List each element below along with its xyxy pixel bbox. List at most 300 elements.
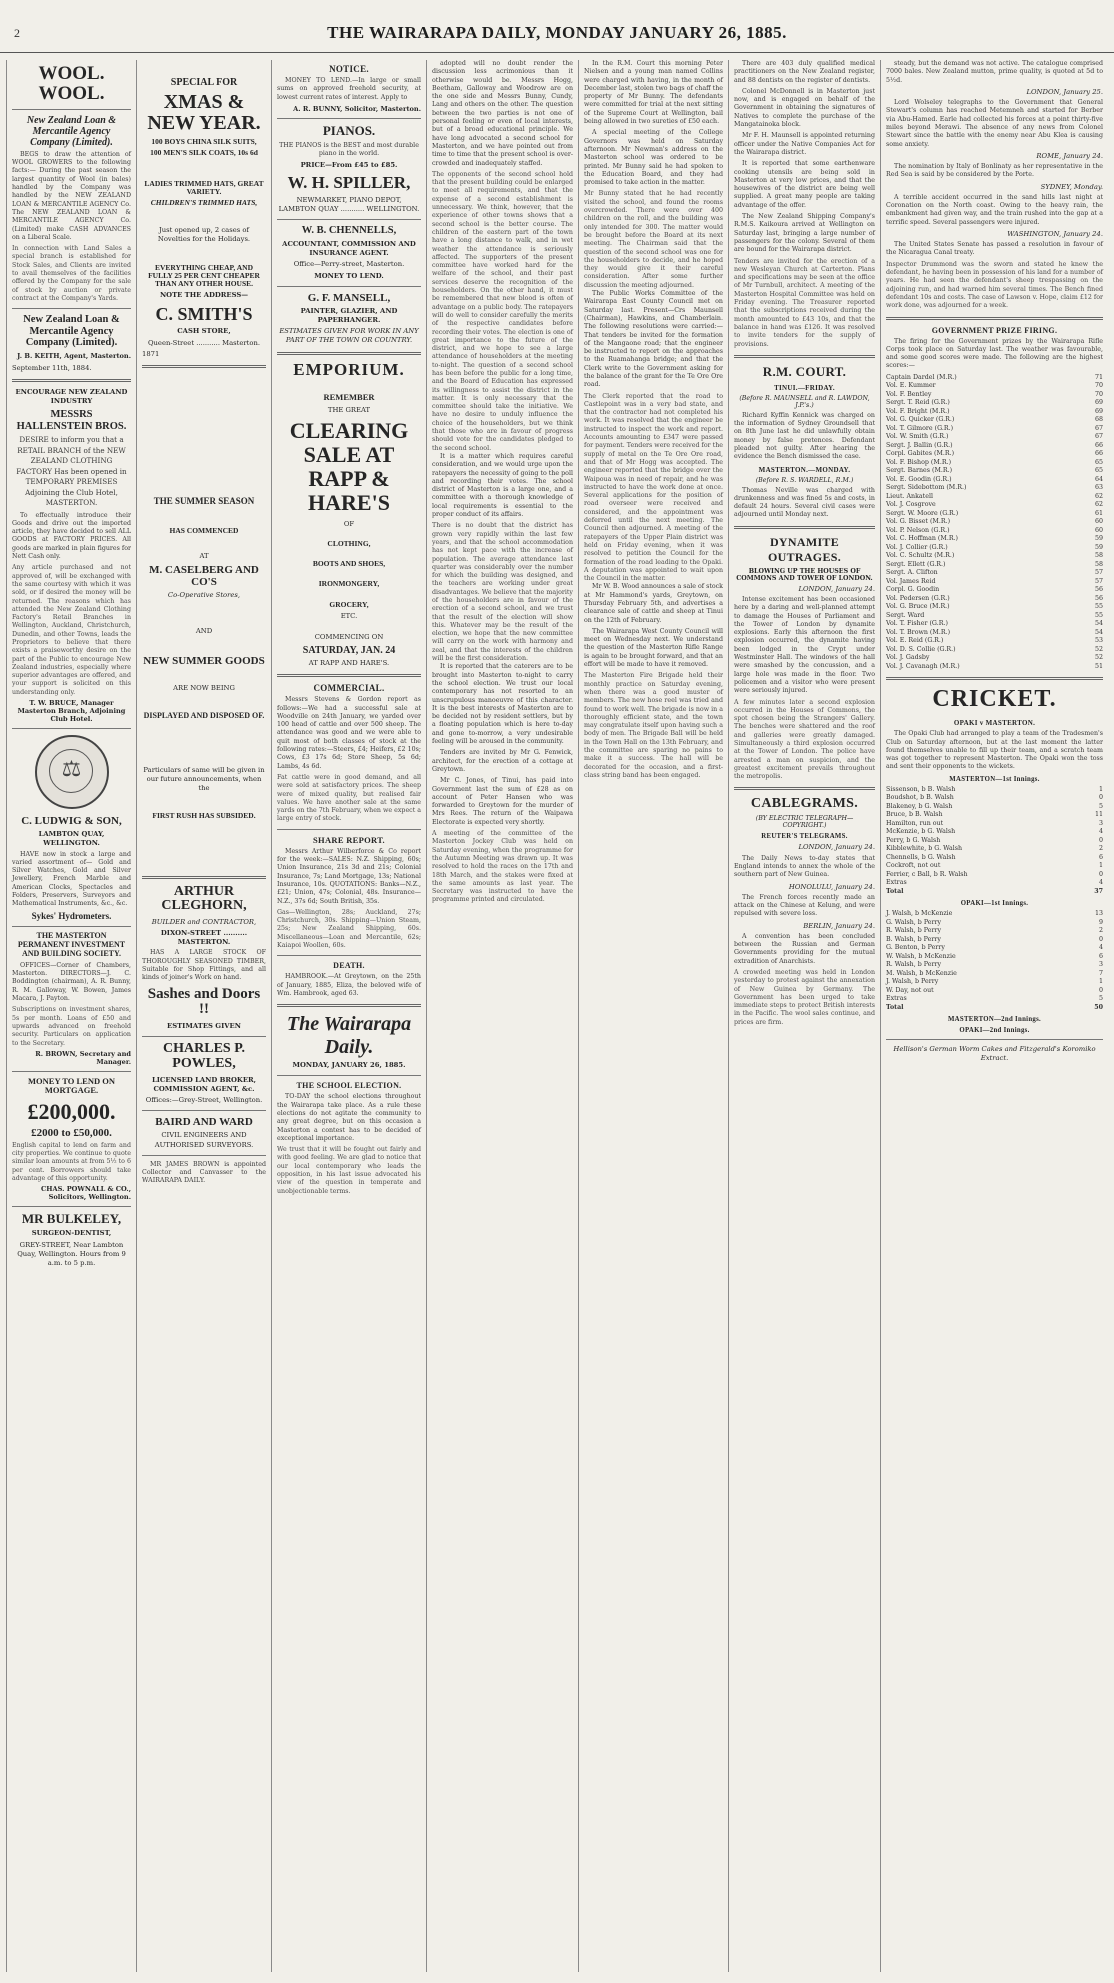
prize-score-row-score: 67 [1094, 424, 1103, 432]
school-election-filler: We trust that it will be fought out fairly and with good feeling. We are glad to notice that our local contemporary who leads the opposition, in his last issue advocated his view of the question in temperate and unobjectionable terms. [277, 1146, 421, 1195]
prize-score-row-name: Vol. D. S. Collie (G.R.) [886, 645, 956, 653]
masterton-batsman-row-score: 0 [1098, 870, 1103, 878]
etc: ETC. [340, 611, 358, 620]
prize-score-row [886, 544, 1103, 553]
col7-body-d: A terrible accident occurred in the sand hills last night at Coronation on the North coast. Owing to the heavy rain, the embankment had given way, and the train rushed into the gap at a terrific speed. Several passengers were injured. [886, 193, 1103, 226]
opaki-batsman-row-score: 1 [1098, 978, 1103, 986]
col7-body-c: The nomination by Italy of Bonlinaty as her representative in the Red Sea is said by be considered by the Porte. [886, 163, 1103, 179]
masterton-batsman-row [886, 854, 1103, 863]
spiller-heading: W. H. SPILLER, [287, 173, 411, 193]
prize-score-row [886, 603, 1103, 612]
share-report-heading: SHARE REPORT. [313, 834, 385, 845]
cleghorn-estimates: ESTIMATES GIVEN [167, 1022, 241, 1031]
masterton-2nd-heading: MASTERTON—2nd Innings. [947, 1016, 1042, 1024]
prize-score-row-name: Captain Dardel (M.R.) [886, 373, 957, 381]
prize-score-row [886, 382, 1103, 391]
masterton-innings-heading: MASTERTON—1st Innings. [949, 775, 1040, 783]
prize-score-row-name: Sergt. T. Reid (G.R.) [886, 399, 950, 407]
prize-score-row-score: 56 [1094, 594, 1103, 602]
prize-score-row-score: 57 [1094, 577, 1103, 585]
dynamite-heading: DYNAMITE OUTRAGES. [767, 534, 842, 564]
powles-title: LICENSED LAND BROKER, COMMISSION AGENT, &c. [151, 1075, 257, 1093]
editorial-date: MONDAY, JANUARY 26, 1885. [292, 1061, 406, 1070]
opaki-batsman-row [886, 978, 1103, 987]
prize-score-row-score: 69 [1094, 399, 1103, 407]
smith-heading: C. SMITH'S [155, 303, 253, 324]
prize-score-row-score: 63 [1094, 484, 1103, 492]
prize-score-row-name: Sergt. Barnes (M.R.) [886, 467, 953, 475]
prize-score-row-name: Vol. E. Kummer [886, 382, 936, 390]
opaki-batsman-row [886, 919, 1103, 928]
col6-body-b: Colonel McDonnell is in Masterton just now, and is engaged on behalf of the Government in obtaining the signatures of Natives to complete the purchase of the Mangatainoka block. [734, 87, 875, 129]
opaki-innings-heading: OPAKI—1st Innings. [960, 900, 1029, 908]
summer-season: THE SUMMER SEASON [153, 495, 255, 506]
prize-score-row-score: 71 [1094, 373, 1103, 381]
ladies-hats: LADIES TRIMMED HATS, GREAT VARIETY. [144, 178, 264, 196]
prize-score-row-score: 70 [1094, 390, 1103, 398]
opaki-2nd-heading: OPAKI—2nd Innings. [959, 1027, 1030, 1035]
opaki-batsman-row-name: R. Walsh, b Perry [886, 927, 942, 935]
opaki-batsman-row [886, 936, 1103, 945]
bunny-signature: A. R. BUNNY, Solicitor, Masterton. [293, 104, 421, 113]
prize-score-row-score: 55 [1094, 611, 1103, 619]
prize-score-row-name: Vol. T. Brown (M.R.) [886, 628, 951, 636]
col5-body-e: The Wairarapa West County Council will meet on Wednesday next. We understand the question of the Masterton Rifle Range is again to be brought forward, and that an effort will be made to have it removed. [584, 627, 723, 669]
masterton-batsman-row-score: 6 [1098, 853, 1103, 861]
prize-firing-body: The firing for the Government prizes by the Wairarapa Rifle Corps took place on Saturday last. The weather was favourable, and some good scores were made. The following are the highest scores:— [886, 337, 1103, 370]
prize-score-row-score: 54 [1094, 620, 1103, 628]
prize-score-row [886, 391, 1103, 400]
clothing: CLOTHING, [327, 538, 371, 548]
prize-score-row-name: Vol. G. Bruce (M.R.) [886, 603, 950, 611]
and-word: AND [195, 626, 213, 635]
cleghorn-title: BUILDER and CONTRACTOR, [151, 917, 257, 926]
opaki-batsman-row-score: 2 [1098, 927, 1103, 935]
masterton-batsman-row-name: Kibblewhite, b G. Walsh [886, 845, 963, 853]
opaki-batsman-row-score: 0 [1098, 935, 1103, 943]
masterton-batsman-row-name: Bruce, b B. Walsh [886, 811, 943, 819]
prize-scores-table [886, 374, 1103, 672]
note-address: NOTE THE ADDRESS— [159, 291, 249, 300]
prize-score-row-name: Vol. F. Bright (M.R.) [886, 407, 950, 415]
new-summer-goods: NEW SUMMER GOODS [143, 654, 265, 667]
prize-score-row [886, 484, 1103, 493]
powles-heading: CHARLES P. POWLES, [163, 1041, 245, 1072]
prize-score-row [886, 493, 1103, 502]
prize-score-row [886, 629, 1103, 638]
smith-street: Queen-Street ........... Masterton. [147, 338, 261, 347]
cable-1-body: The Daily News to-day states that England intends to annex the whole of the southern part of New Guinea. [734, 854, 875, 879]
prize-score-row-name: Vol. J. Cosgrove [886, 501, 936, 509]
col7-dateline-3: SYDNEY, Monday. [1040, 182, 1103, 191]
page-number: 2 [14, 26, 20, 40]
school-election-body: TO-DAY the school elections throughout the Wairarapa take place. As a rule these elections do not agitate the community to any great degree, but on this occasion a Masterton a contest has to be decided of exceptional importance. [277, 1093, 421, 1142]
emporium-heading: EMPORIUM. [293, 359, 405, 379]
court-body-a: Richard Kyffin Kennick was charged on the information of Sydney Groundsell that on 8th June last he did unlawfully obtain money by false pretences. Defendant pleaded not guilty. After hearing the evidence the Bench dismissed the case. [734, 411, 875, 461]
prize-score-row-score: 52 [1094, 645, 1103, 653]
masterton-batsman-row-score: 5 [1098, 802, 1103, 810]
prize-score-row-name: Sergt. A. Clifton [886, 569, 938, 577]
bulkeley-title: SURGEON-DENTIST, [31, 1229, 112, 1238]
masterton-batsman-row-name: Ferrier, c Ball, b R. Walsh [886, 870, 968, 878]
column-5 [578, 60, 728, 1972]
prize-score-row [886, 501, 1103, 510]
opaki-batsman-row-score: 6 [1098, 952, 1103, 960]
masterton-total: 37 [1094, 887, 1103, 895]
displayed-disposed: DISPLAYED AND DISPOSED OF. [143, 711, 265, 721]
prize-score-row-name: Vol. J. Cavanagh (M.R.) [886, 662, 960, 670]
spiller-title: NEWMARKET, PIANO DEPOT, LAMBTON QUAY ........... WELLINGTON. [278, 196, 420, 214]
at-rapp: AT RAPP AND HARE'S. [308, 659, 390, 668]
ironmongery: IRONMONGERY, [318, 579, 380, 589]
prize-score-row-score: 56 [1094, 586, 1103, 594]
nz-loan-title-2: New Zealand Loan & Mercantile Agency Company (Limited). [23, 314, 120, 349]
prize-score-row [886, 399, 1103, 408]
prize-score-row [886, 433, 1103, 442]
masterton-batsman-row [886, 786, 1103, 795]
commencing-on: COMMENCING ON [314, 632, 384, 641]
commercial-filler: Fat cattle were in good demand, and all were sold at satisfactory prices. The sheep were of mixed quality, but realised fair values. We have another sale at the same yards on the 7th February, when we expect a large entry of stock. [277, 773, 421, 823]
dynamite-dateline: LONDON, January 24. [798, 584, 875, 593]
cable-3-body: A convention has been concluded between the Russian and German Governments providing for the mutual extradition of Anarchists. [734, 932, 875, 965]
prize-score-row-score: 66 [1094, 450, 1103, 458]
cleghorn-heading: ARTHUR CLEGHORN, [161, 883, 247, 914]
masterton-batsman-row-name: Perry, b G. Walsh [886, 836, 941, 844]
masterton-batsman-row-score: 0 [1098, 836, 1103, 844]
masterton-batsman-row-name: Extras [886, 879, 907, 887]
masterton-batsman-row-name: Blakeney, b G. Walsh [886, 802, 953, 810]
clearing-sale: CLEARING SALE AT RAPP & HARE'S [289, 417, 409, 516]
ludwig-address: LAMBTON QUAY, WELLINGTON. [38, 830, 105, 848]
prize-score-row-name: Vol. C. Schultz (M.R.) [886, 552, 955, 560]
column-1 [6, 60, 136, 1972]
prize-score-row-name: Lieut. Ankatell [886, 492, 933, 500]
share-report-filler: Gas—Wellington, 28s; Auckland, 27s; Christchurch, 30s. Shipping—Union Steam, 25s; New Zealand Shipping, 60s. Miscellaneous—Loan and Mercantile, 62s; Kaiapoi Woollen, 60s. [277, 908, 421, 950]
prize-score-row [886, 510, 1103, 519]
hallenstein-more: To effectually introduce their Goods and drive out the imported article, they have decided to sell ALL GOODS at FACTORY PRICES. All goods are marked in plain figures for Nett Cash only. [12, 511, 132, 561]
cable-2-dateline: HONOLULU, January 24. [788, 882, 875, 891]
saturday-date: SATURDAY, JAN. 24 [302, 645, 396, 657]
masterton-batsman-row [886, 811, 1103, 820]
nz-loan-date: September 11th, 1884. [12, 363, 92, 372]
masterton-monday: MASTERTON.—MONDAY. [758, 465, 851, 474]
baird-heading: BAIRD AND WARD [155, 1116, 253, 1129]
column-4 [426, 60, 578, 1972]
masterton-batsman-row [886, 837, 1103, 846]
opaki-batsman-row [886, 995, 1103, 1004]
bulkeley-heading: MR BULKELEY, [21, 1211, 122, 1227]
opaki-batsman-row-score: 13 [1094, 910, 1103, 918]
col7-dateline-4: WASHINGTON, January 24. [1007, 229, 1103, 238]
prize-score-row [886, 620, 1103, 629]
hallenstein-intro: ENCOURAGE NEW ZEALAND INDUSTRY [15, 388, 128, 406]
col6-body-a: There are 403 duly qualified medical practitioners on the New Zealand register, and 88 dentists on the register of dentists. [734, 60, 875, 84]
prize-score-row-name: Sergt. W. Moore (G.R.) [886, 509, 959, 517]
prize-score-row-score: 59 [1094, 535, 1103, 543]
prize-score-row [886, 450, 1103, 459]
smith-year: 1871 [142, 349, 160, 358]
opaki-batsman-row-name: W. Walsh, b McKenzie [886, 952, 956, 960]
boots-shoes: BOOTS AND SHOES, [312, 559, 386, 569]
prize-score-row [886, 467, 1103, 476]
cooperative-stores: Co-Operative Stores, [167, 591, 241, 600]
col6-filler-1: Tenders are invited for the erection of a new Wesleyan Church at Carterton. Plans and specifications may be seen at the office of Mr Turnbull, architect. A meeting of the Masterton Hospital Committee was held on Friday evening. The Treasurer reported that the subscriptions received during the month amounted to £43 10s, and that the balance in hand was £126. It was resolved to invite tenders for the supply of provisions. [734, 257, 875, 348]
court-body-b: Thomas Neville was charged with drunkenness and was fined 5s and costs, in default 24 hours. Several civil cases were adjourned until Monday next. [734, 486, 875, 519]
col4-body-a: adopted will no doubt render the discussion less acrimonious than it otherwise would be. Messrs Hogg, Beetham, Galloway and Woodrow are on the one side and Messrs Bunny, Cundy, Lang and others on the other. The question between the two parties is not one of personal feeling or even of local interests, but of a broad educational principle. We have long advocated a second school for Masterton, and we have pointed out from time to time that the present school is over-crowded and inadequately staffed. [432, 60, 573, 167]
notice-heading: NOTICE. [329, 64, 369, 74]
masterton-batsman-row-name: McKenzie, b G. Walsh [886, 828, 956, 836]
masterton-batsman-row-score: 1 [1098, 862, 1103, 870]
permanent-society-heading: THE MASTERTON PERMANENT INVESTMENT AND BUILDING SOCIETY. [17, 931, 126, 959]
money-amount-range: £2000 to £50,000. [31, 1126, 112, 1139]
prize-score-row-name: Sergt. J. Ballin (G.R.) [886, 441, 953, 449]
hallenstein-heading: MESSRS HALLENSTEIN BROS. [16, 409, 127, 432]
editorial-masthead: The Wairarapa Daily. [286, 1013, 412, 1059]
money-amount: £200,000. [27, 1098, 116, 1124]
opaki-batsman-row-name: J. Walsh, b McKenzie [886, 910, 953, 918]
prize-score-row [886, 561, 1103, 570]
chennells-office: Office—Perry-street, Masterton. [293, 260, 405, 269]
sykes-hydrometers: Sykes' Hydrometers. [31, 910, 112, 921]
china-silk-suits: 100 BOYS CHINA SILK SUITS, [151, 137, 257, 146]
dynamite-body: Intense excitement has been occasioned here by a daring and well-planned attempt to damage the Houses of Parliament and the Tower of London by dynamite explosions. Early this afternoon the first explosion occurred, the dynamite having been lodged in the Crypt under Westminster Hall. The windows of the hall were smashed by the concussion, and a large hole was made in the floor. Two policemen and a visitor who were present were seriously injured. [734, 595, 875, 695]
masterton-batsman-row-score: 4 [1098, 879, 1103, 887]
prize-score-row-score: 64 [1094, 475, 1103, 483]
opaki-batsman-row-score: 4 [1098, 944, 1103, 952]
masterton-batsman-row-score: 3 [1098, 819, 1103, 827]
col4-filler-1: The opponents of the second school hold that the present building could be enlarged to meet all requirements, and that the expense of a second establishment is unnecessary. We think, however, that the experience of other towns shows that a second school is the better course. The children of the eastern part of the town have a long distance to walk, and in wet weather the attendance is seriously affected. The supporters of the present committee have worked hard for the welfare of the school, and their past services deserve the recognition of the householders. On the other hand, it must be remembered that new blood is often of advantage on a public body. The ratepayers will do well to consider carefully the merits of the respective candidates before recording their votes. The election is one of great importance to the future of the district, and we hope to see a large attendance of householders at the meeting to-night. The question of a second school has been before the public for a long time, and the Board of Education has expressed its willingness to assist the district in the matter. It is only necessary that the committee should take the initiative. We have no desire to unduly influence the choice of the householders, but we think that those who are in favour of progress should vote for the candidates pledged to the second school. [432, 170, 573, 452]
prize-score-row-score: 70 [1094, 382, 1103, 390]
masterton-batsman-row-score: 11 [1094, 811, 1103, 819]
prize-score-row-name: Vol. Pedersen (G.R.) [886, 594, 950, 602]
prize-score-row-score: 52 [1094, 654, 1103, 662]
col6-body-d: It is reported that some earthenware cooking utensils are being sold in Masterton at very low prices, and that the housewives of the district are being well supplied. A great many people are taking advantage of the offer. [734, 160, 875, 209]
prize-score-row-score: 53 [1094, 637, 1103, 645]
permanent-society-signature: R. BROWN, Secretary and Manager. [35, 1049, 131, 1066]
opaki-batsman-row [886, 970, 1103, 979]
col5-filler-2: The Clerk reported that the road to Castlepoint was in a very bad state, and that the contractor had not completed his work. It was resolved that the engineer be instructed to inspect the work and report. Accounts amounting to £347 were passed for payment. Tenders were received for the supply of metal on the Te Ore Ore road, and that of Mr Hogg was accepted. The engineer reported that the bridge over the Waipoua was in need of repair, and he was instructed to have the work done at once. Several applications for the position of road overseer were received and considered, and the appointment was deferred until the next meeting. The Council then adjourned. A meeting of the ratepayers of the Upper Plain district was held on Friday evening, when it was resolved to petition the Council for the formation of the road leading to the Opaki. A deputation was appointed to wait upon the Council in the matter. [584, 392, 723, 583]
masterton-batsman-row [886, 862, 1103, 871]
cable-3-dateline: BERLIN, January 24. [803, 921, 875, 930]
prize-score-row-score: 58 [1094, 560, 1103, 568]
prize-score-row-name: Vol. P. Nelson (G.R.) [886, 526, 950, 534]
the-great: THE GREAT [327, 405, 371, 414]
column-7 [880, 60, 1108, 1972]
of-word: OF [343, 519, 355, 528]
nz-loan-filler: In connection with Land Sales a special branch is established for Stock Sales, and Clients are invited to avail themselves of the facilities offered by the Company for the sale of stock by auction or private contract at the Company's Yards. [12, 245, 131, 302]
prize-score-row [886, 569, 1103, 578]
masterton-batsman-row-name: Boudshot, b B. Walsh [886, 794, 954, 802]
prize-score-row-name: Vol. T. Fisher (G.R.) [886, 620, 948, 628]
col5-filler-3: The Masterton Fire Brigade held their monthly practice on Saturday evening, when there was a good muster of members. The new hose reel was tried and found to work well. The brigade is now in a thoroughly efficient state, and the town may congratulate itself upon having such a body of men. The Brigade Ball will be held in the Town Hall on the 13th February, and the committee are sparing no pains to make it a success. The hall will be decorated for the occasion, and a first-class string band has been engaged. [584, 672, 723, 779]
now-being: ARE NOW BEING [173, 683, 235, 692]
particulars: Particulars of same will be given in our future announcements, when the [143, 765, 265, 793]
chennells-heading: W. B. CHENNELLS, [301, 225, 397, 237]
opaki-total-label: Total [886, 1003, 904, 1011]
prize-score-row-name: Vol. James Reid [886, 577, 936, 585]
cable-filler: A crowded meeting was held in London yesterday to protest against the annexation of New Guinea by Germany. The Government has been urged to take immediate steps to protect British interests in the Pacific. The wool sales continue, and prices are firm. [734, 968, 875, 1026]
cleghorn-address: DIXON-STREET .......... MASTERTON. [160, 929, 248, 947]
novelties: Just opened up, 2 cases of Novelties for the Holidays. [157, 226, 251, 244]
prize-score-row-score: 62 [1094, 501, 1103, 509]
prize-score-row-name: Corpl. G. Goodin [886, 586, 940, 594]
col4-filler-2: There is no doubt that the district has grown very rapidly within the last few years, and that the school accommodation has not kept pace with the increase of population. The average attendance last quarter was considerably over the number for which the building was designed, and the teachers are working under great disadvantages. We believe that the majority of the householders are in favour of the erection of a second school, and we trust that the result of the election will show this. Whatever may be the result of the election, we hope that the new committee will carry on the work with harmony and zeal, and that the interests of the children will be the first consideration. [432, 522, 573, 663]
ludwig-heading: C. LUDWIG & SON, [21, 815, 122, 828]
mansell-title: PAINTER, GLAZIER, AND PAPERHANGER. [300, 306, 398, 324]
nz-loan-title: New Zealand Loan & Mercantile Agency Company (Limited). [26, 114, 117, 148]
prize-score-row-score: 65 [1094, 467, 1103, 475]
cleghorn-body: HAS A LARGE STOCK OF THOROUGHLY SEASONED TIMBER, Suitable for Shop Fittings, and all kinds of joiner's Work on hand. [142, 949, 266, 982]
school-election-heading: THE SCHOOL ELECTION. [296, 1081, 402, 1091]
prize-score-row-name: Vol. E. Goodin (G.R.) [886, 475, 952, 483]
masterton-batsman-row [886, 794, 1103, 803]
mansell-estimates: ESTIMATES GIVEN FOR WORK IN ANY PART OF THE TOWN OR COUNTRY. [279, 327, 419, 345]
cable-2-body: The French forces recently made an attack on the Chinese at Kelung, and were repulsed with severe loss. [734, 893, 875, 918]
masterton-batsman-row-name: Chennells, b G. Walsh [886, 853, 956, 861]
opaki-batsman-row-name: R. Walsh, b Perry [886, 961, 942, 969]
col4-body-c: It is reported that the caterers are to be brought into Masterton to-night to carry the school election. We trust our local contemporary has not resorted to an unscrupulous manoeuvre of this character. It is the best interests of Masterton are to be decided not by resident settlers, but by a floating population which is here to-day and gone to-morrow, a very undesirable feeling will be aroused in the community. [432, 663, 573, 746]
prize-firing-heading: GOVERNMENT PRIZE FIRING. [931, 325, 1058, 335]
death-body: HAMBROOK.—At Greytown, on the 25th of January, 1885, Eliza, the beloved wife of Wm. Hambrook, aged 63. [277, 973, 421, 997]
opaki-batsman-row-name: G. Walsh, b Perry [886, 918, 942, 926]
prize-score-row-name: Sergt. Ellett (G.R.) [886, 560, 946, 568]
pianos-heading: PIANOS. [322, 122, 376, 138]
opaki-batsman-row [886, 910, 1103, 919]
permanent-society-filler: Subscriptions on investment shares, 5s per month. Loans of £50 and upwards advanced on freehold security. Particulars on application to the Secretary. [12, 1006, 131, 1047]
prize-score-row [886, 476, 1103, 485]
nz-loan-body: BEGS to draw the attention of WOOL GROWERS to the following facts:— During the past season the largest quantity of Wool (in bales) handled by the Company was handled by the NEW ZEALAND LOAN & MERCANTILE AGENCY Co. The NEW ZEALAND LOAN & MERCANTILE AGENCY Co. (Limited) make CASH ADVANCES on a Liberal Scale. [12, 150, 131, 241]
masterton-batsman-row-name: Sissenson, b B. Walsh [886, 785, 956, 793]
col4-body-b: It is a matter which requires careful consideration, and we would urge upon the ratepayers the necessity of going to the poll and recording their votes. The school district of Masterton is a large one, and a committee with a thorough knowledge of local requirements is essential to the proper conduct of its affairs. [432, 452, 573, 519]
opaki-total-row [886, 1004, 1103, 1013]
prize-score-row-name: Sergt. Ward [886, 611, 925, 619]
opaki-batsman-row [886, 987, 1103, 996]
prize-score-row [886, 654, 1103, 663]
col7-dateline-2: ROME, January 24. [1036, 151, 1103, 160]
cricket-body: The Opaki Club had arranged to play a team of the Tradesmen's Club on Saturday afternoon, but at the last moment the latter found themselves unable to fill up their team, and a scratch team was got together to represent Masterton. The Opaki won the toss and sent their opponents to the wickets. [886, 730, 1103, 771]
prize-score-row [886, 595, 1103, 604]
col7-dateline-1: LONDON, January 25. [1026, 87, 1103, 96]
prize-score-row-score: 65 [1094, 458, 1103, 466]
prize-score-row-score: 55 [1094, 603, 1103, 611]
prize-score-row-name: Sergt. Sidebottom (M.R.) [886, 484, 967, 492]
masterton-total-row [886, 888, 1103, 897]
james-brown-notice: MR JAMES BROWN is appointed Collector and Canvasser to the WAIRARAPA DAILY. [142, 1160, 266, 1185]
prize-score-row-name: Vol. G. Bisset (M.R.) [886, 518, 951, 526]
newspaper-title: THE WAIRARAPA DAILY, MONDAY JANUARY 26, 1885. [327, 23, 787, 42]
cablegrams-heading: CABLEGRAMS. [750, 796, 859, 812]
commercial-body: Messrs Stevens & Gordon report as follows:—We had a successful sale at Woodville on 24th January, we yarded over 100 head of cattle and over 500 sheep. The attendance was good and we were able to quit most of both classes of stock at the following rates:—Steers, £4; Heifers, £2 10s; Cows, £3 17s 6d; Store Sheep, 5s 6d; Lambs, 4s 6d. [277, 696, 421, 770]
caselberg-heading: M. CASELBERG AND CO'S [149, 564, 259, 589]
mens-silk-coats: 100 MEN'S SILK COATS, 10s 6d [150, 148, 258, 158]
opaki-batsman-row-score: 9 [1098, 918, 1103, 926]
prize-score-row [886, 518, 1103, 527]
masterton-innings-table [886, 786, 1103, 888]
masterton-batsman-row [886, 828, 1103, 837]
masterton-batsman-row [886, 820, 1103, 829]
prize-score-row-name: Vol. J. Gadsby [886, 654, 930, 662]
prize-score-row [886, 612, 1103, 621]
masterton-batsman-row-name: Hamilton, run out [886, 819, 944, 827]
masthead [0, 18, 1114, 53]
notice-body: MONEY TO LEND.—In large or small sums on approved freehold security, at lowest current rates of interest. Apply to [277, 77, 421, 101]
chennells-money: MONEY TO LEND. [314, 271, 384, 280]
prize-score-row-name: Vol. W. Smith (G.R.) [886, 433, 949, 441]
baird-title: CIVIL ENGINEERS AND AUTHORISED SURVEYORS. [154, 1131, 254, 1149]
masterton-batsman-row [886, 845, 1103, 854]
masterton-total-label: Total [886, 887, 904, 895]
masterton-batsman-row-score: 1 [1098, 785, 1103, 793]
ludwig-crest-icon [35, 735, 109, 809]
column-2 [136, 60, 271, 1972]
column-3 [271, 60, 426, 1972]
prize-score-row-score: 66 [1094, 441, 1103, 449]
nz-loan-agent: J. B. KEITH, Agent, Masterton. [17, 351, 131, 360]
reuters: REUTER'S TELEGRAMS. [761, 833, 848, 841]
childrens-hats: CHILDREN'S TRIMMED HATS, [150, 198, 258, 207]
opaki-batsman-row-name: Extras [886, 995, 907, 1003]
col4-body-d: Tenders are invited by Mr G. Fenwick, architect, for the erection of a cottage at Greytown. [432, 749, 573, 773]
prize-score-row [886, 535, 1103, 544]
first-rush: FIRST RUSH HAS SUBSIDED. [152, 811, 256, 821]
opaki-batsman-row-name: M. Walsh, b McKenzie [886, 969, 957, 977]
column-6 [728, 60, 880, 1972]
before-tinui: (Before R. MAUNSELL and R. LAWDON, J.P.'s.) [739, 394, 870, 409]
commercial-heading: COMMERCIAL. [313, 683, 385, 694]
cablegrams-sub: (BY ELECTRIC TELEGRAPH—COPYRIGHT.) [755, 815, 854, 830]
prize-score-row [886, 374, 1103, 383]
share-report-body: Messrs Arthur Wilberforce & Co report for the week:—SALES: N.Z. Shipping, 60s; Union Insurance, 21s 3d and 21s; Colonial Insurance, 7s; Land Mortgage, 13s; National Insurance, 10s. QUOTATIONS: Banks—N.Z., £21; Union, 47s; Colonial, 48s. Insurance—N.Z., 37s 6d; South British, 35s. [277, 847, 421, 905]
col5-filler-1: Mr Bunny stated that he had recently visited the school, and found the rooms overcrowded. There were over 400 children on the roll, and the building was only intended for 300. The matter would be brought before the Board at its next meeting. The Chairman said that the question of the second school was one for the householders to decide, and he hoped they would give it their careful consideration. After some further discussion the meeting adjourned. [584, 190, 723, 289]
opaki-batsman-row [886, 944, 1103, 953]
bulkeley-address: GREY-STREET, Near Lambton Quay, Wellington. Hours from 9 a.m. to 5 p.m. [17, 1240, 126, 1267]
prize-score-row [886, 459, 1103, 468]
prize-score-row [886, 552, 1103, 561]
col7-body-a: steady, but the demand was not active. The catalogue comprised 7000 bales. New Zealand mutton, prime quality, is quoted at 5d to 5½d. [886, 60, 1103, 84]
prize-score-row-score: 58 [1094, 552, 1103, 560]
col7-body-e: The United States Senate has passed a resolution in favour of the Nicaragua Canal treaty. [886, 241, 1103, 257]
masterton-batsman-row-score: 0 [1098, 794, 1103, 802]
special-for: SPECIAL FOR [170, 77, 238, 88]
opaki-innings-table [886, 910, 1103, 1004]
dynamite-filler: A few minutes later a second explosion occurred in the Houses of Commons, the spot chosen being the Strangers' Gallery. The benches were shattered and the roof and galleries were greatly damaged. Simultaneously a third explosion occurred at the Tower of London. The police have arrested a man on suspicion, and the greatest excitement prevails throughout the metropolis. [734, 698, 875, 781]
has-commenced: HAS COMMENCED [169, 525, 239, 535]
masterton-batsman-row-score: 2 [1098, 845, 1103, 853]
prize-score-row-score: 60 [1094, 518, 1103, 526]
prize-score-row-score: 69 [1094, 407, 1103, 415]
prize-score-row [886, 527, 1103, 536]
opaki-batsman-row-score: 3 [1098, 961, 1103, 969]
bruce-signature: T. W. BRUCE, Manager Masterton Branch, Adjoining Club Hotel. [17, 699, 126, 724]
opaki-total: 50 [1094, 1003, 1103, 1011]
prize-score-row [886, 663, 1103, 672]
smith-store: CASH STORE, [177, 327, 231, 336]
opaki-batsman-row-score: 7 [1098, 969, 1103, 977]
hallenstein-filler: Any article purchased and not approved of, will be exchanged with the same courtesy with which it was sold, or if desired the money will be returned. The reasons which has attended the New Zealand Clothing Factory's Retail Branches in Wellington, Auckland, Christchurch, Dunedin, and other Towns, leads the Proprietors to believe that there exists a praiseworthy desire on the part of the Public to encourage New Zealand industries, especially where superior advantages are offered, and your support is solicited on this understanding only. [12, 564, 131, 696]
prize-score-row-score: 61 [1094, 509, 1103, 517]
col6-body-e: The New Zealand Shipping Company's R.M.S. Kaikoura arrived at Wellington on Saturday last, bringing a large number of passengers for the colony. Several of them are bound for the Wairarapa district. [734, 213, 875, 254]
opaki-batsman-row [886, 961, 1103, 970]
col5-body-c: The Public Works Committee of the Wairarapa East County Council met on Saturday last. Present—Crs Maunsell (Chairman), Hawkins, and Chamberlain. The following resolutions were carried:— That tenders be invited for the formation of the Mangaone road; that the engineer be instructed to report on the approaches to the Ruamahanga bridge; and that the Clerk write to the Government asking for the balance of the grant for the Te Ore Ore road. [584, 290, 723, 389]
masterton-batsman-row-name: Cockroft, not out [886, 862, 941, 870]
prize-score-row-name: Vol. J. Collier (G.R.) [886, 543, 948, 551]
prize-score-row [886, 408, 1103, 417]
wool-heading: WOOL. WOOL. [38, 63, 105, 104]
col7-body-b: Lord Wolseley telegraphs to the Government that General Stewart's column has reached Metemneh and started for Berber via Abu-Hamed. Earle had collected his forces at a point thirty-five miles beyond Merawi. The absence of any news from Colonel Stewart since the battle with the enemy near Abu Klea is causing some anxiety. [886, 99, 1103, 148]
remember: REMEMBER [323, 392, 375, 403]
grocery: GROCERY, [329, 599, 369, 609]
money-to-lend-heading: MONEY TO LEND ON MORTGAGE. [28, 1075, 115, 1096]
